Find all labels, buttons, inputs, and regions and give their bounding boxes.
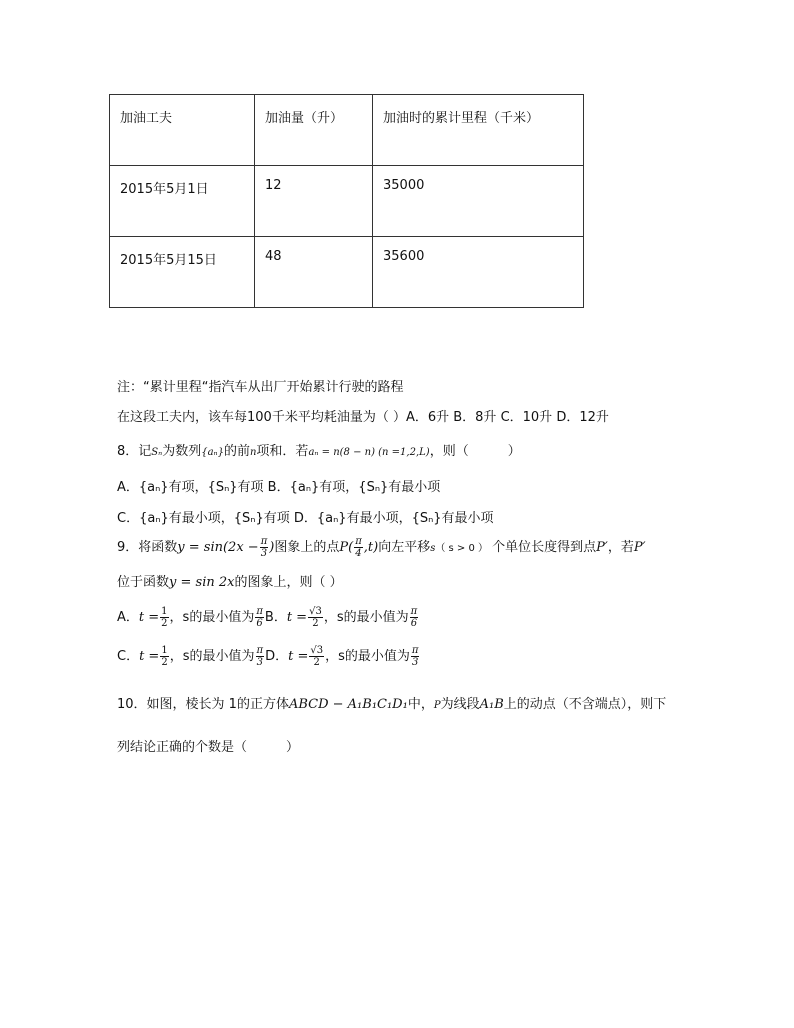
numerator: √3 [309, 606, 322, 617]
denominator: 4 [355, 548, 362, 559]
table-cell: 2015年5月1日 [110, 166, 255, 237]
math: t = [288, 649, 309, 664]
math: t = [286, 610, 308, 625]
q9-text: 图象上的点 [274, 540, 340, 555]
q8-seq: {aₙ} [201, 447, 224, 458]
fraction [256, 645, 265, 668]
table-header-row [110, 95, 584, 166]
table-header-cell: 加油量（升） [255, 95, 373, 166]
math: ，s [325, 649, 345, 664]
q9-function: y = sin 2x [169, 575, 235, 590]
math: t = [139, 649, 160, 664]
q9-text: 向左平移 [378, 540, 431, 555]
numerator: √3 [310, 645, 324, 656]
question-8-options-ab: A．{aₙ}有项，{Sₙ}有项 B．{aₙ}有项，{Sₙ}有最小项 [117, 480, 441, 495]
q10-text: 为线段 [440, 697, 480, 712]
fraction [309, 645, 324, 668]
fraction [255, 606, 264, 629]
question-9-stem [117, 536, 646, 559]
numerator: π [260, 536, 268, 547]
fraction [308, 606, 323, 629]
fuel-table [109, 94, 584, 308]
q8-text: 为数列 [162, 444, 202, 459]
question-9-options-cd [117, 645, 420, 668]
numerator: π [410, 606, 418, 617]
q10-text: 中， [407, 697, 434, 712]
numerator: π [411, 645, 419, 656]
table-note: 注：“累计里程“指汽车从出厂开始累计行驶的路程 [117, 380, 404, 395]
q9-point: P( [339, 540, 354, 555]
numerator: π [256, 606, 263, 617]
q9-text: 个单位长度得到点 [488, 540, 597, 555]
q9-function: y = sin(2x − [177, 540, 259, 555]
option-text: 的最小值为 [344, 649, 410, 664]
question-10-stem [117, 693, 666, 712]
table-header-cell: 加油时的累计里程（千米） [373, 95, 584, 166]
table-row [110, 166, 584, 237]
option-label: B． [264, 610, 287, 625]
q8-text: 项和．若 [256, 444, 309, 459]
numerator: 1 [161, 645, 168, 656]
q8-lead: 8．记 [117, 444, 152, 459]
denominator: 2 [313, 657, 320, 668]
fraction [160, 645, 168, 668]
denominator: 6 [256, 618, 263, 629]
fraction [411, 645, 420, 668]
q8-text: 的前 [223, 444, 250, 459]
numerator: π [256, 645, 264, 656]
q9-pprime: P′ [596, 540, 608, 555]
question-7-text: 在这段工夫内，该车每100千米平均耗油量为（ ）A．6升 B．8升 C．10升 D．12升 [117, 410, 609, 425]
math: ，s [323, 610, 344, 625]
q10-text: 上的动点（不含端点），则下 [503, 697, 667, 712]
q10-point: P [433, 700, 441, 711]
q9-pprime: P′ [633, 540, 646, 555]
q9-condition: （ s > 0 ） [435, 543, 489, 554]
denominator: 2 [161, 618, 168, 629]
table-cell: 12 [255, 166, 373, 237]
table-row [110, 237, 584, 308]
table-cell: 2015年5月15日 [110, 237, 255, 308]
fraction [160, 606, 168, 629]
fraction [410, 606, 419, 629]
question-8-options-cd: C．{aₙ}有最小项，{Sₙ}有项 D．{aₙ}有最小项，{Sₙ}有最小项 [117, 511, 494, 526]
numerator: 1 [161, 606, 168, 617]
math: t = [138, 610, 160, 625]
q8-n: n [249, 447, 257, 458]
question-9-stem-line2 [117, 571, 343, 590]
denominator: 2 [161, 657, 168, 668]
q10-lead: 10．如图，棱长为 1的正方体 [117, 697, 289, 712]
q8-formula: aₙ = n(8 − n) (n =1,2,L) [308, 447, 430, 458]
option-text: 的最小值为 [189, 610, 255, 625]
q8-text: ，则（ ） [429, 444, 521, 459]
option-text: 的最小值为 [189, 649, 255, 664]
denominator: 3 [256, 657, 263, 668]
option-label: A． [117, 610, 139, 625]
q9-s: s [430, 543, 436, 554]
numerator: π [355, 536, 362, 547]
table-header-cell: 加油工夫 [110, 95, 255, 166]
math: ，s [169, 610, 190, 625]
table-cell: 35000 [373, 166, 584, 237]
q9-text: 的图象上，则（ ） [234, 575, 343, 590]
q9-text: ，若 [607, 540, 634, 555]
q10-cube: ABCD − A₁B₁C₁D₁ [288, 697, 408, 712]
question-8-stem [117, 440, 521, 459]
fraction [354, 536, 363, 559]
denominator: 6 [410, 618, 418, 629]
option-text: 的最小值为 [343, 610, 409, 625]
denominator: 3 [260, 548, 268, 559]
denominator: 2 [312, 618, 319, 629]
q8-sn: Sₙ [151, 447, 163, 458]
denominator: 3 [411, 657, 419, 668]
option-label: C． [117, 649, 140, 664]
q9-point: ,t) [363, 540, 379, 555]
question-9-options-ab [117, 606, 419, 629]
q9-function: ) [269, 540, 275, 555]
table-cell: 35600 [373, 237, 584, 308]
fraction [260, 536, 269, 559]
math: ，s [169, 649, 190, 664]
table-cell: 48 [255, 237, 373, 308]
q9-text: 位于函数 [117, 575, 170, 590]
option-label: D． [265, 649, 289, 664]
q9-lead: 9．将函数 [117, 540, 178, 555]
q10-segment: A₁B [479, 697, 504, 712]
question-10-stem-line2: 列结论正确的个数是（ ） [117, 740, 300, 755]
